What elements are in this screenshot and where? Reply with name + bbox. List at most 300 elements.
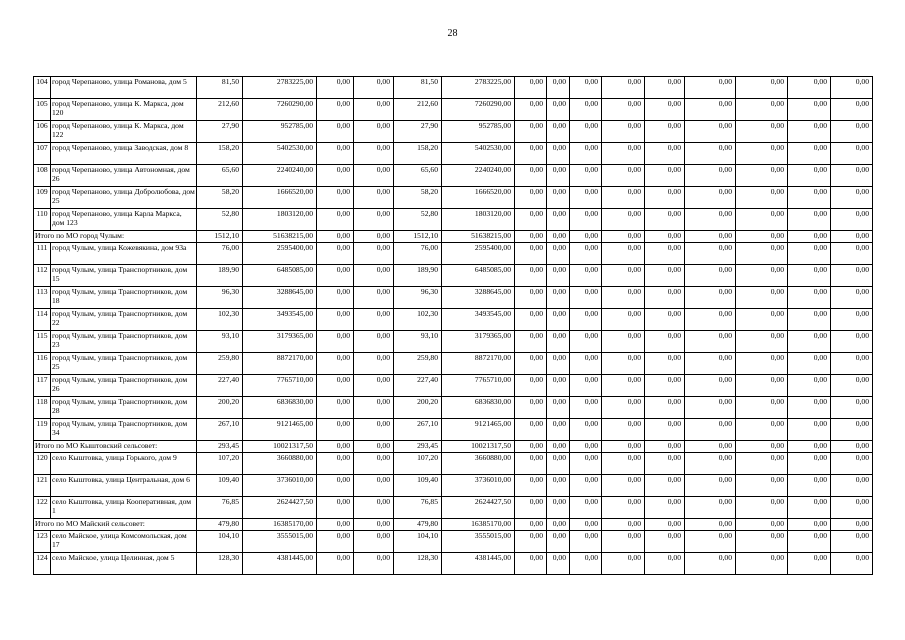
- row-number: 119: [34, 419, 51, 441]
- value-cell: 0,00: [831, 331, 873, 353]
- value-cell: 1666520,00: [243, 187, 317, 209]
- value-cell: 0,00: [354, 331, 394, 353]
- value-cell: 0,00: [570, 99, 602, 121]
- value-cell: 0,00: [570, 121, 602, 143]
- row-number: 107: [34, 143, 51, 165]
- address-cell: город Черепаново, улица Заводская, дом 8: [51, 143, 197, 165]
- value-cell: 4381445,00: [243, 553, 317, 575]
- value-cell: 0,00: [602, 99, 645, 121]
- value-cell: 0,00: [645, 165, 685, 187]
- value-cell: 0,00: [570, 265, 602, 287]
- value-cell: 0,00: [317, 187, 354, 209]
- value-cell: 0,00: [602, 187, 645, 209]
- table-row: [34, 209, 873, 231]
- row-number: 104: [34, 77, 51, 99]
- value-cell: 0,00: [317, 397, 354, 419]
- value-cell: 0,00: [788, 287, 831, 309]
- subtotal-row: [34, 519, 873, 531]
- value-cell: 0,00: [547, 77, 570, 99]
- value-cell: 0,00: [831, 531, 873, 553]
- value-cell: 0,00: [685, 265, 736, 287]
- value-cell: 267,10: [197, 419, 243, 441]
- value-cell: 0,00: [831, 121, 873, 143]
- value-cell: 0,00: [547, 121, 570, 143]
- value-cell: 0,00: [685, 441, 736, 453]
- value-cell: 0,00: [788, 143, 831, 165]
- value-cell: 3493545,00: [243, 309, 317, 331]
- value-cell: 0,00: [354, 397, 394, 419]
- value-cell: 1803120,00: [442, 209, 515, 231]
- value-cell: 10021317,50: [442, 441, 515, 453]
- value-cell: 0,00: [602, 121, 645, 143]
- value-cell: 0,00: [570, 77, 602, 99]
- value-cell: 2240240,00: [243, 165, 317, 187]
- value-cell: 3179365,00: [243, 331, 317, 353]
- value-cell: 0,00: [602, 231, 645, 243]
- value-cell: 0,00: [515, 243, 547, 265]
- value-cell: 0,00: [685, 497, 736, 519]
- value-cell: 0,00: [685, 209, 736, 231]
- value-cell: 0,00: [515, 265, 547, 287]
- address-cell: город Черепаново, улица К. Маркса, дом 120: [51, 99, 197, 121]
- value-cell: 96,30: [394, 287, 442, 309]
- value-cell: 952785,00: [243, 121, 317, 143]
- value-cell: 0,00: [547, 331, 570, 353]
- value-cell: 0,00: [515, 77, 547, 99]
- value-cell: 0,00: [317, 497, 354, 519]
- table-row: [34, 287, 873, 309]
- value-cell: 0,00: [602, 419, 645, 441]
- value-cell: 0,00: [354, 519, 394, 531]
- value-cell: 76,85: [394, 497, 442, 519]
- value-cell: 0,00: [685, 99, 736, 121]
- value-cell: 0,00: [788, 419, 831, 441]
- value-cell: 102,30: [197, 309, 243, 331]
- value-cell: 107,20: [394, 453, 442, 475]
- value-cell: 0,00: [736, 231, 788, 243]
- row-number: 117: [34, 375, 51, 397]
- value-cell: 0,00: [685, 309, 736, 331]
- value-cell: 0,00: [354, 353, 394, 375]
- value-cell: 0,00: [317, 519, 354, 531]
- value-cell: 0,00: [570, 243, 602, 265]
- row-number: 113: [34, 287, 51, 309]
- value-cell: 0,00: [645, 209, 685, 231]
- value-cell: 0,00: [570, 143, 602, 165]
- value-cell: 0,00: [736, 265, 788, 287]
- value-cell: 0,00: [645, 121, 685, 143]
- value-cell: 0,00: [788, 497, 831, 519]
- value-cell: 0,00: [736, 353, 788, 375]
- value-cell: 0,00: [317, 143, 354, 165]
- value-cell: 128,30: [394, 553, 442, 575]
- table-row: [34, 553, 873, 575]
- value-cell: 109,40: [394, 475, 442, 497]
- value-cell: 0,00: [831, 287, 873, 309]
- value-cell: 0,00: [602, 397, 645, 419]
- subtotal-label: Итого по МО Майский сельсовет:: [34, 519, 197, 531]
- value-cell: 200,20: [394, 397, 442, 419]
- value-cell: 0,00: [317, 309, 354, 331]
- table-row: [34, 331, 873, 353]
- address-cell: город Черепаново, улица Автономная, дом 26: [51, 165, 197, 187]
- value-cell: 93,10: [197, 331, 243, 353]
- value-cell: 0,00: [645, 453, 685, 475]
- table-row: [34, 265, 873, 287]
- value-cell: 2595400,00: [243, 243, 317, 265]
- row-number: 111: [34, 243, 51, 265]
- value-cell: 0,00: [736, 309, 788, 331]
- value-cell: 189,90: [394, 265, 442, 287]
- value-cell: 259,80: [394, 353, 442, 375]
- value-cell: 0,00: [602, 209, 645, 231]
- value-cell: 0,00: [602, 475, 645, 497]
- value-cell: 0,00: [645, 143, 685, 165]
- table-row: [34, 419, 873, 441]
- value-cell: 0,00: [570, 353, 602, 375]
- value-cell: 0,00: [685, 419, 736, 441]
- value-cell: 0,00: [602, 331, 645, 353]
- value-cell: 0,00: [570, 331, 602, 353]
- value-cell: 0,00: [645, 231, 685, 243]
- value-cell: 0,00: [602, 531, 645, 553]
- value-cell: 0,00: [515, 475, 547, 497]
- value-cell: 0,00: [645, 265, 685, 287]
- value-cell: 0,00: [602, 309, 645, 331]
- value-cell: 0,00: [685, 243, 736, 265]
- row-number: 109: [34, 187, 51, 209]
- value-cell: 0,00: [831, 77, 873, 99]
- value-cell: 109,40: [197, 475, 243, 497]
- table-row: [34, 397, 873, 419]
- value-cell: 96,30: [197, 287, 243, 309]
- value-cell: 0,00: [317, 209, 354, 231]
- row-number: 124: [34, 553, 51, 575]
- value-cell: 0,00: [736, 99, 788, 121]
- value-cell: 0,00: [685, 353, 736, 375]
- value-cell: 0,00: [570, 287, 602, 309]
- value-cell: 0,00: [736, 165, 788, 187]
- value-cell: 51638215,00: [243, 231, 317, 243]
- value-cell: 0,00: [570, 209, 602, 231]
- table-row: [34, 165, 873, 187]
- value-cell: 0,00: [831, 453, 873, 475]
- value-cell: 0,00: [685, 187, 736, 209]
- value-cell: 0,00: [547, 209, 570, 231]
- value-cell: 0,00: [831, 231, 873, 243]
- value-cell: 0,00: [570, 419, 602, 441]
- address-cell: город Чулым, улица Транспортников, дом 34: [51, 419, 197, 441]
- address-cell: село Кыштовка, улица Горького, дом 9: [51, 453, 197, 475]
- row-number: 121: [34, 475, 51, 497]
- value-cell: 3288645,00: [442, 287, 515, 309]
- value-cell: 0,00: [645, 243, 685, 265]
- value-cell: 0,00: [570, 187, 602, 209]
- value-cell: 0,00: [685, 475, 736, 497]
- value-cell: 0,00: [317, 419, 354, 441]
- subtotal-row: [34, 441, 873, 453]
- value-cell: 0,00: [515, 331, 547, 353]
- address-cell: город Чулым, улица Транспортников, дом 23: [51, 331, 197, 353]
- value-cell: 0,00: [317, 265, 354, 287]
- row-number: 106: [34, 121, 51, 143]
- value-cell: 0,00: [515, 231, 547, 243]
- value-cell: 0,00: [831, 187, 873, 209]
- value-cell: 0,00: [570, 309, 602, 331]
- value-cell: 4381445,00: [442, 553, 515, 575]
- page-number: 28: [447, 28, 458, 39]
- value-cell: 0,00: [354, 553, 394, 575]
- value-cell: 3555015,00: [243, 531, 317, 553]
- value-cell: 0,00: [736, 187, 788, 209]
- value-cell: 0,00: [547, 375, 570, 397]
- value-cell: 0,00: [515, 497, 547, 519]
- value-cell: 0,00: [685, 287, 736, 309]
- value-cell: 0,00: [354, 121, 394, 143]
- value-cell: 0,00: [831, 375, 873, 397]
- value-cell: 27,90: [394, 121, 442, 143]
- value-cell: 0,00: [515, 519, 547, 531]
- value-cell: 16385170,00: [243, 519, 317, 531]
- value-cell: 0,00: [515, 375, 547, 397]
- value-cell: 7765710,00: [243, 375, 317, 397]
- value-cell: 65,60: [394, 165, 442, 187]
- value-cell: 0,00: [736, 531, 788, 553]
- value-cell: 0,00: [645, 353, 685, 375]
- value-cell: 0,00: [685, 553, 736, 575]
- value-cell: 0,00: [788, 519, 831, 531]
- row-number: 123: [34, 531, 51, 553]
- value-cell: 10021317,50: [243, 441, 317, 453]
- value-cell: 0,00: [831, 265, 873, 287]
- table-row: [34, 453, 873, 475]
- value-cell: 0,00: [515, 353, 547, 375]
- value-cell: 102,30: [394, 309, 442, 331]
- value-cell: 0,00: [317, 531, 354, 553]
- value-cell: 0,00: [317, 287, 354, 309]
- value-cell: 0,00: [685, 77, 736, 99]
- value-cell: 0,00: [570, 519, 602, 531]
- address-cell: город Чулым, улица Транспортников, дом 18: [51, 287, 197, 309]
- value-cell: 3493545,00: [442, 309, 515, 331]
- value-cell: 0,00: [788, 77, 831, 99]
- value-cell: 0,00: [788, 453, 831, 475]
- value-cell: 0,00: [685, 121, 736, 143]
- value-cell: 2240240,00: [442, 165, 515, 187]
- value-cell: 0,00: [547, 419, 570, 441]
- value-cell: 3179365,00: [442, 331, 515, 353]
- value-cell: 81,50: [197, 77, 243, 99]
- value-cell: 0,00: [602, 265, 645, 287]
- value-cell: 0,00: [317, 77, 354, 99]
- value-cell: 0,00: [515, 419, 547, 441]
- value-cell: 158,20: [394, 143, 442, 165]
- table-row: [34, 121, 873, 143]
- value-cell: 0,00: [736, 77, 788, 99]
- value-cell: 0,00: [788, 187, 831, 209]
- row-number: 105: [34, 99, 51, 121]
- value-cell: 0,00: [831, 497, 873, 519]
- value-cell: 0,00: [831, 475, 873, 497]
- value-cell: 0,00: [831, 553, 873, 575]
- value-cell: 0,00: [515, 165, 547, 187]
- value-cell: 0,00: [831, 165, 873, 187]
- value-cell: 0,00: [645, 77, 685, 99]
- value-cell: 0,00: [515, 397, 547, 419]
- value-cell: 0,00: [645, 531, 685, 553]
- value-cell: 0,00: [831, 243, 873, 265]
- value-cell: 0,00: [515, 287, 547, 309]
- address-cell: город Чулым, улица Кожевякина, дом 93а: [51, 243, 197, 265]
- value-cell: 0,00: [645, 497, 685, 519]
- value-cell: 0,00: [354, 531, 394, 553]
- value-cell: 8872170,00: [243, 353, 317, 375]
- value-cell: 3736010,00: [442, 475, 515, 497]
- value-cell: 0,00: [547, 353, 570, 375]
- table-row: [34, 475, 873, 497]
- value-cell: 7260290,00: [442, 99, 515, 121]
- value-cell: 65,60: [197, 165, 243, 187]
- value-cell: 52,80: [394, 209, 442, 231]
- value-cell: 1666520,00: [442, 187, 515, 209]
- table-row: [34, 77, 873, 99]
- value-cell: 227,40: [394, 375, 442, 397]
- value-cell: 479,80: [197, 519, 243, 531]
- value-cell: 0,00: [788, 441, 831, 453]
- address-cell: город Чулым, улица Транспортников, дом 25: [51, 353, 197, 375]
- value-cell: 0,00: [547, 143, 570, 165]
- value-cell: 0,00: [354, 453, 394, 475]
- row-number: 122: [34, 497, 51, 519]
- value-cell: 1512,10: [394, 231, 442, 243]
- value-cell: 0,00: [515, 531, 547, 553]
- value-cell: 0,00: [645, 309, 685, 331]
- value-cell: 7765710,00: [442, 375, 515, 397]
- value-cell: 212,60: [197, 99, 243, 121]
- value-cell: 0,00: [788, 165, 831, 187]
- value-cell: 0,00: [685, 519, 736, 531]
- value-cell: 0,00: [831, 353, 873, 375]
- value-cell: 0,00: [788, 531, 831, 553]
- value-cell: 3660880,00: [243, 453, 317, 475]
- table-row: [34, 353, 873, 375]
- address-cell: село Кыштовка, улица Центральная, дом 6: [51, 475, 197, 497]
- value-cell: 0,00: [602, 375, 645, 397]
- value-cell: 0,00: [645, 187, 685, 209]
- value-cell: 0,00: [317, 99, 354, 121]
- value-cell: 0,00: [317, 441, 354, 453]
- value-cell: 0,00: [736, 143, 788, 165]
- address-cell: город Чулым, улица Транспортников, дом 15: [51, 265, 197, 287]
- value-cell: 0,00: [547, 475, 570, 497]
- value-cell: 0,00: [547, 553, 570, 575]
- value-cell: 0,00: [788, 99, 831, 121]
- value-cell: 3555015,00: [442, 531, 515, 553]
- value-cell: 0,00: [685, 531, 736, 553]
- value-cell: 7260290,00: [243, 99, 317, 121]
- value-cell: 0,00: [570, 231, 602, 243]
- value-cell: 93,10: [394, 331, 442, 353]
- value-cell: 0,00: [602, 287, 645, 309]
- address-cell: город Черепаново, улица Романова, дом 5: [51, 77, 197, 99]
- value-cell: 6836830,00: [442, 397, 515, 419]
- value-cell: 6836830,00: [243, 397, 317, 419]
- value-cell: 2624427,50: [442, 497, 515, 519]
- value-cell: 952785,00: [442, 121, 515, 143]
- value-cell: 0,00: [788, 243, 831, 265]
- value-cell: 0,00: [645, 475, 685, 497]
- value-cell: 0,00: [570, 553, 602, 575]
- value-cell: 0,00: [736, 375, 788, 397]
- value-cell: 0,00: [354, 419, 394, 441]
- value-cell: 0,00: [547, 99, 570, 121]
- value-cell: 0,00: [515, 553, 547, 575]
- value-cell: 0,00: [736, 397, 788, 419]
- value-cell: 0,00: [788, 331, 831, 353]
- value-cell: 3736010,00: [243, 475, 317, 497]
- value-cell: 0,00: [570, 165, 602, 187]
- value-cell: 2595400,00: [442, 243, 515, 265]
- value-cell: 0,00: [354, 77, 394, 99]
- value-cell: 0,00: [736, 519, 788, 531]
- table-row: [34, 143, 873, 165]
- value-cell: 0,00: [685, 143, 736, 165]
- table-row: [34, 243, 873, 265]
- value-cell: 1512,10: [197, 231, 243, 243]
- row-number: 120: [34, 453, 51, 475]
- value-cell: 3660880,00: [442, 453, 515, 475]
- value-cell: 0,00: [354, 475, 394, 497]
- value-cell: 2783225,00: [442, 77, 515, 99]
- value-cell: 189,90: [197, 265, 243, 287]
- value-cell: 51638215,00: [442, 231, 515, 243]
- value-cell: 0,00: [317, 353, 354, 375]
- value-cell: 0,00: [515, 453, 547, 475]
- value-cell: 0,00: [602, 77, 645, 99]
- value-cell: 0,00: [317, 375, 354, 397]
- value-cell: 0,00: [736, 243, 788, 265]
- value-cell: 0,00: [354, 99, 394, 121]
- value-cell: 0,00: [354, 243, 394, 265]
- value-cell: 27,90: [197, 121, 243, 143]
- address-cell: город Черепаново, улица Карла Маркса, дом 123: [51, 209, 197, 231]
- value-cell: 0,00: [831, 99, 873, 121]
- value-cell: 0,00: [788, 553, 831, 575]
- value-cell: 16385170,00: [442, 519, 515, 531]
- value-cell: 76,85: [197, 497, 243, 519]
- subtotal-row: [34, 231, 873, 243]
- table-row: [34, 99, 873, 121]
- value-cell: 0,00: [602, 497, 645, 519]
- value-cell: 0,00: [547, 309, 570, 331]
- value-cell: 0,00: [354, 165, 394, 187]
- value-cell: 0,00: [515, 209, 547, 231]
- subtotal-label: Итого по МО Кыштовский сельсовет:: [34, 441, 197, 453]
- row-number: 116: [34, 353, 51, 375]
- value-cell: 0,00: [570, 441, 602, 453]
- value-cell: 0,00: [736, 441, 788, 453]
- value-cell: 0,00: [354, 143, 394, 165]
- value-cell: 0,00: [317, 231, 354, 243]
- value-cell: 227,40: [197, 375, 243, 397]
- value-cell: 0,00: [602, 243, 645, 265]
- value-cell: 0,00: [602, 453, 645, 475]
- address-cell: село Майское, улица Целинная, дом 5: [51, 553, 197, 575]
- value-cell: 2624427,50: [243, 497, 317, 519]
- value-cell: 6485085,00: [243, 265, 317, 287]
- value-cell: 0,00: [515, 187, 547, 209]
- value-cell: 0,00: [831, 143, 873, 165]
